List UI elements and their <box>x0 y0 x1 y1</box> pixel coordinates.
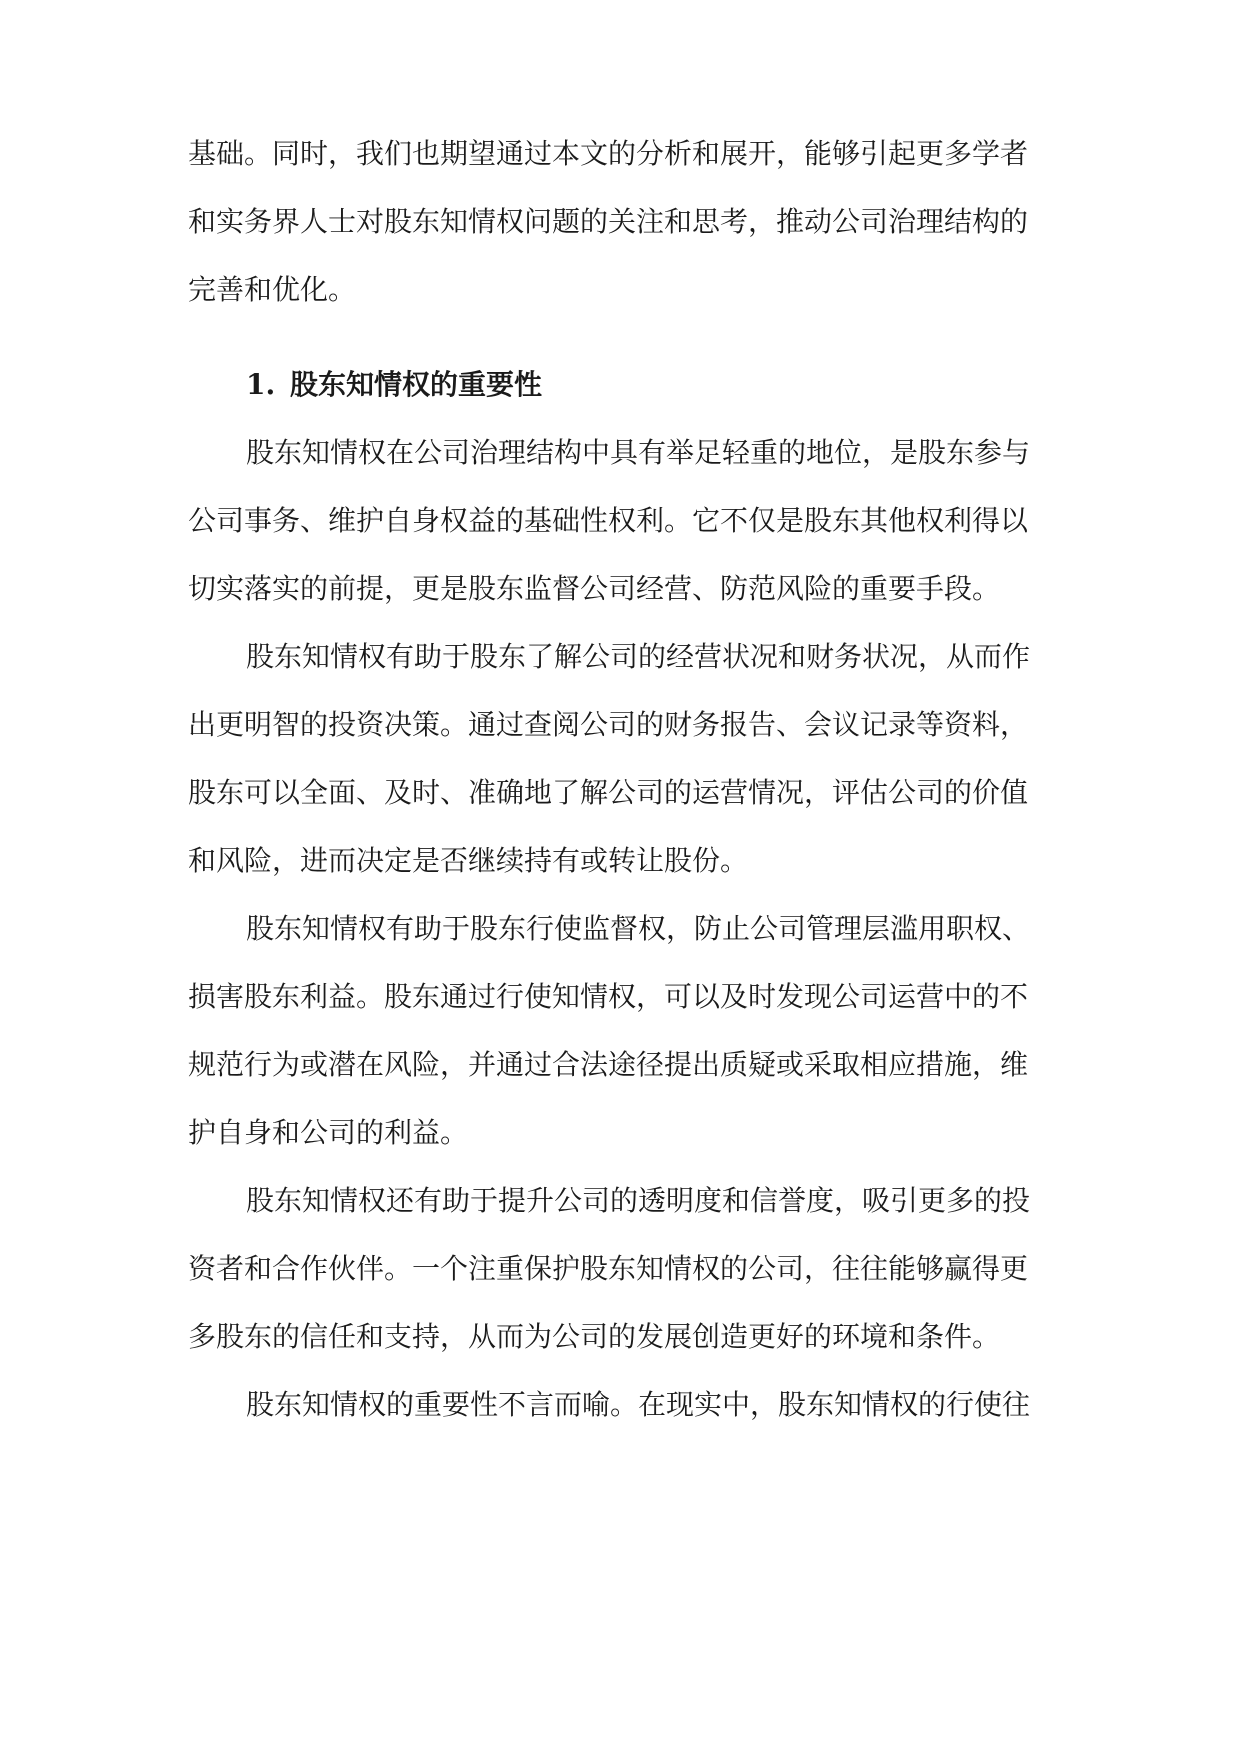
text-line: 股东可以全面、及时、准确地了解公司的运营情况，评估公司的价值 <box>188 776 1029 809</box>
text-line: 完善和优化。 <box>188 273 357 306</box>
text-line: 股东知情权在公司治理结构中具有举足轻重的地位，是股东参与 <box>246 436 1031 469</box>
section-heading <box>246 355 542 415</box>
text-line: 规范行为或潜在风险，并通过合法途径提出质疑或采取相应措施，维 <box>188 1048 1029 1081</box>
section-number: 1. <box>246 368 276 401</box>
text-line: 股东知情权还有助于提升公司的透明度和信誉度，吸引更多的投 <box>246 1184 1031 1217</box>
text-line: 出更明智的投资决策。通过查阅公司的财务报告、会议记录等资料， <box>188 708 1029 741</box>
text-line: 损害股东利益。股东通过行使知情权，可以及时发现公司运营中的不 <box>188 980 1029 1013</box>
text-line: 护自身和公司的利益。 <box>188 1116 469 1149</box>
text-line: 股东知情权有助于股东行使监督权，防止公司管理层滥用职权、 <box>246 912 1031 945</box>
text-line: 基础。同时，我们也期望通过本文的分析和展开，能够引起更多学者 <box>188 137 1029 170</box>
text-line: 股东知情权的重要性不言而喻。在现实中，股东知情权的行使往 <box>246 1388 1031 1421</box>
text-line: 公司事务、维护自身权益的基础性权利。它不仅是股东其他权利得以 <box>188 504 1029 537</box>
text-line: 资者和合作伙伴。一个注重保护股东知情权的公司，往往能够赢得更 <box>188 1252 1029 1285</box>
text-line: 股东知情权有助于股东了解公司的经营状况和财务状况，从而作 <box>246 640 1031 673</box>
text-line: 和实务界人士对股东知情权问题的关注和思考，推动公司治理结构的 <box>188 205 1029 238</box>
text-line: 切实落实的前提，更是股东监督公司经营、防范风险的重要手段。 <box>188 572 1001 605</box>
section-title: 股东知情权的重要性 <box>290 368 543 401</box>
text-line: 多股东的信任和支持，从而为公司的发展创造更好的环境和条件。 <box>188 1320 1001 1353</box>
text-line: 和风险，进而决定是否继续持有或转让股份。 <box>188 844 749 877</box>
